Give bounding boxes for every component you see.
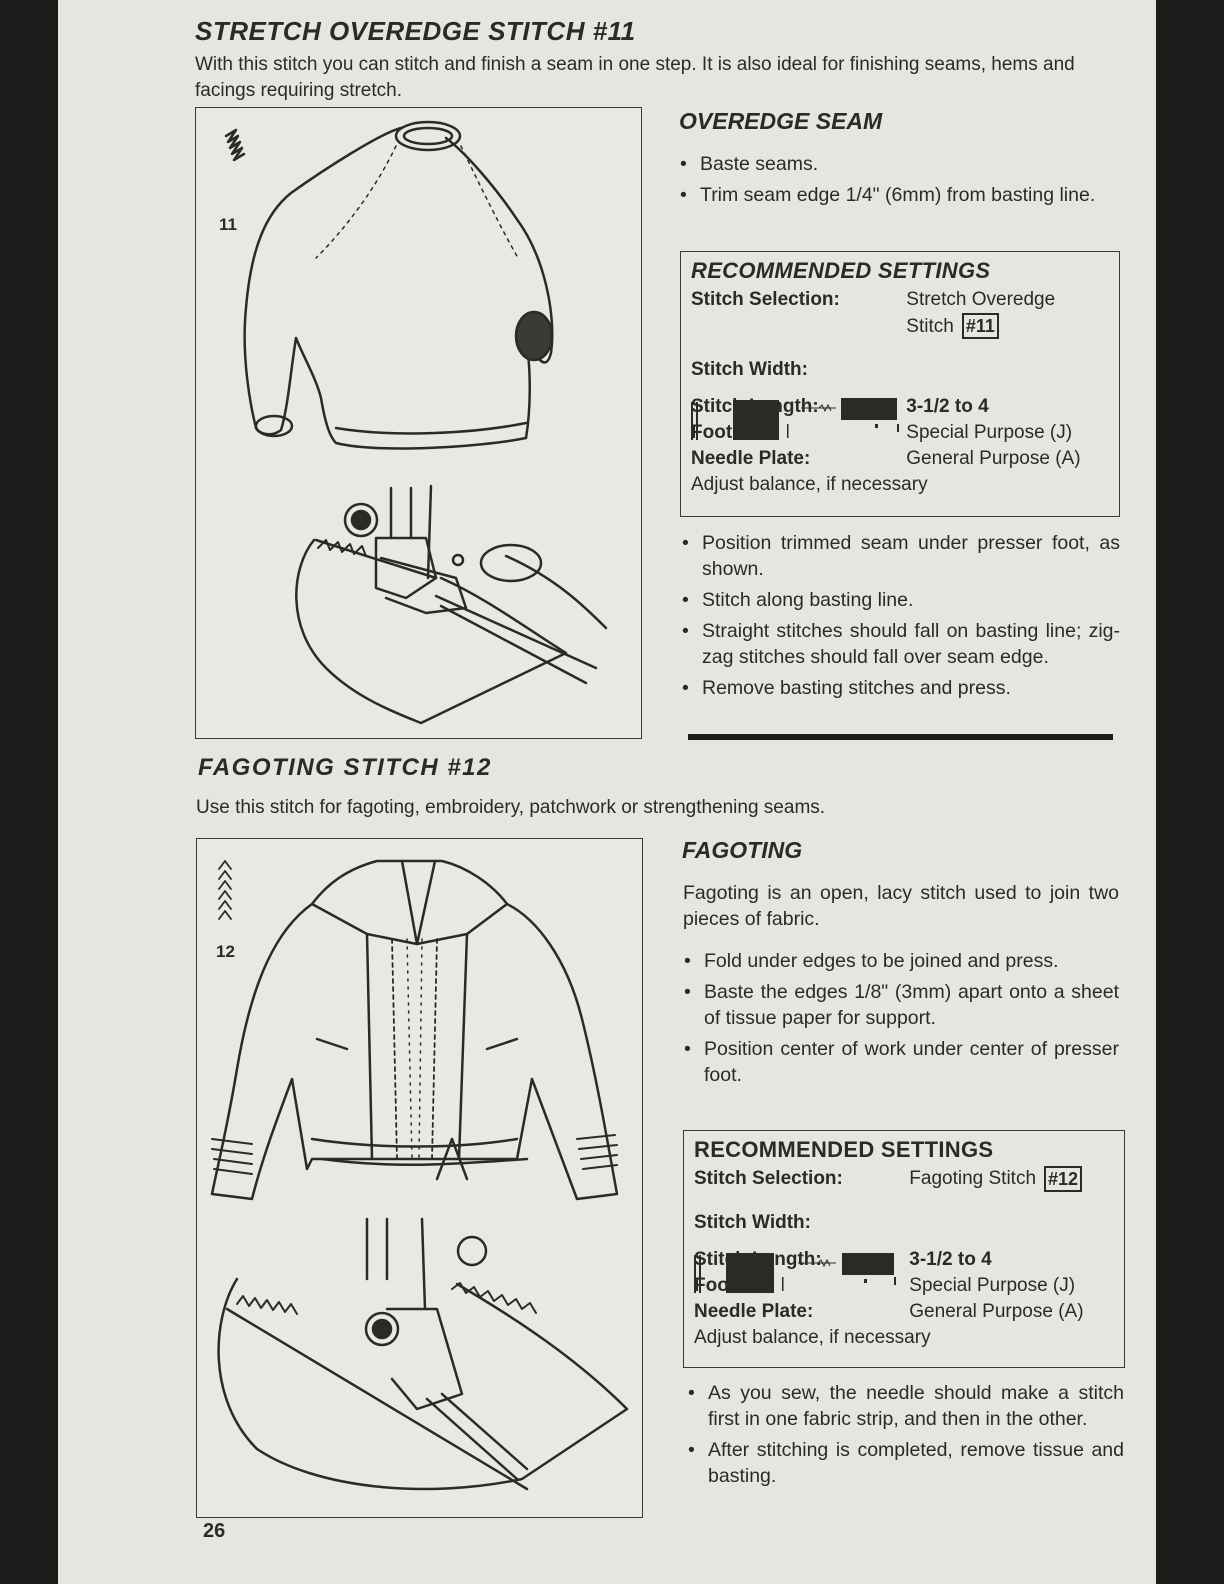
section1-title: STRETCH OVEREDGE STITCH #11 xyxy=(195,16,636,46)
recommended-settings-12 xyxy=(683,1130,1125,1368)
stitch-selection-row xyxy=(694,1166,1114,1193)
section2-title: FAGOTING STITCH #12 xyxy=(198,754,492,781)
selection-line2: Stitch xyxy=(906,316,954,337)
prep-step-2: • Trim seam edge 1/4" (6mm) from basting line. xyxy=(678,182,1118,208)
sweater-illustration xyxy=(195,107,642,739)
foot-value: Special Purpose (J) xyxy=(906,422,1073,443)
stitch-length-row xyxy=(691,394,1109,420)
stitch-length-value: 3-1/2 to 4 xyxy=(906,396,989,417)
stitch-width-row xyxy=(694,1199,1114,1247)
sweater-sewing-drawing xyxy=(196,108,641,738)
step-2: • After stitching is completed, remove tissue and basting. xyxy=(686,1437,1124,1489)
manual-page xyxy=(58,0,1156,1584)
stitch-width-row xyxy=(691,346,1109,394)
needle-plate-value: General Purpose (A) xyxy=(906,448,1081,469)
stitch-number-box: #12 xyxy=(1044,1166,1082,1192)
section2-intro: Use this stitch for fagoting, embroidery, patchwork or strengthening seams. xyxy=(196,797,826,818)
foot-row xyxy=(691,420,1109,446)
stitch-selection-row xyxy=(691,287,1109,340)
stitch-width-label: Stitch Width: xyxy=(691,359,808,380)
needle-plate-label: Needle Plate: xyxy=(694,1301,814,1322)
section-divider xyxy=(688,734,1113,740)
stitch-selection-label: Stitch Selection: xyxy=(691,289,840,310)
overedge-steps-list xyxy=(680,530,1120,706)
figure-11-label: 11 xyxy=(219,215,237,234)
foot-value: Special Purpose (J) xyxy=(909,1275,1076,1296)
fagoting-heading: FAGOTING xyxy=(682,837,803,863)
stitch-length-label: Stitch Length: xyxy=(691,396,819,417)
step-1: • As you sew, the needle should make a stitch first in one fabric strip, and then in the other. xyxy=(686,1380,1124,1432)
balance-note: Adjust balance, if necessary xyxy=(694,1327,931,1348)
selection-line1: Stretch Overedge xyxy=(906,289,1056,310)
stitch-selection-value xyxy=(906,287,1055,340)
settings-title: RECOMMENDED SETTINGS xyxy=(694,1137,994,1162)
foot-row xyxy=(694,1273,1114,1299)
stitch-length-value: 3-1/2 to 4 xyxy=(909,1249,992,1270)
balance-note: Adjust balance, if necessary xyxy=(691,474,928,495)
stitch-length-label: Stitch Length: xyxy=(694,1249,822,1270)
foot-label: Foot: xyxy=(694,1275,742,1296)
step-1: • Position trimmed seam under presser foot, as shown. xyxy=(680,530,1120,582)
settings-title: RECOMMENDED SETTINGS xyxy=(691,258,991,283)
fagoting-steps-list xyxy=(686,1380,1124,1494)
fagoting-description: Fagoting is an open, lacy stitch used to join two pieces of fabric. xyxy=(683,882,1119,930)
page-number: 26 xyxy=(203,1520,226,1542)
stitch-number-box: #11 xyxy=(962,313,999,339)
prep-step-1: • Fold under edges to be joined and press. xyxy=(682,948,1119,974)
needle-plate-row xyxy=(691,446,1109,472)
stitch-selection-label: Stitch Selection: xyxy=(694,1168,843,1189)
step-3: • Straight stitches should fall on basting line; zig-zag stitches should fall over seam edge. xyxy=(680,618,1120,670)
jacket-sewing-drawing xyxy=(197,839,642,1517)
stitch-selection-value: Fagoting Stitch xyxy=(909,1168,1037,1189)
recommended-settings-11 xyxy=(680,251,1120,517)
overedge-prep-list xyxy=(678,151,1118,213)
needle-plate-row xyxy=(694,1299,1114,1325)
stitch-length-row xyxy=(694,1247,1114,1273)
stitch-width-label: Stitch Width: xyxy=(694,1212,811,1233)
needle-plate-label: Needle Plate: xyxy=(691,448,811,469)
section1-intro: With this stitch you can stitch and finish a seam in one step. It is also ideal for finishing seams, hems and facings requiring stretch. xyxy=(195,54,1075,101)
step-2: • Stitch along basting line. xyxy=(680,587,1120,613)
prep-step-1: • Baste seams. xyxy=(678,151,1118,177)
prep-step-3: • Position center of work under center of presser foot. xyxy=(682,1036,1119,1088)
figure-12-label: 12 xyxy=(216,942,235,961)
step-4: • Remove basting stitches and press. xyxy=(680,675,1120,701)
fagoting-prep-list xyxy=(682,948,1119,1093)
prep-step-2: • Baste the edges 1/8" (3mm) apart onto a sheet of tissue paper for support. xyxy=(682,979,1119,1031)
jacket-illustration xyxy=(196,838,643,1518)
needle-plate-value: General Purpose (A) xyxy=(909,1301,1084,1322)
foot-label: Foot: xyxy=(691,422,739,443)
overedge-seam-heading: OVEREDGE SEAM xyxy=(679,108,883,134)
